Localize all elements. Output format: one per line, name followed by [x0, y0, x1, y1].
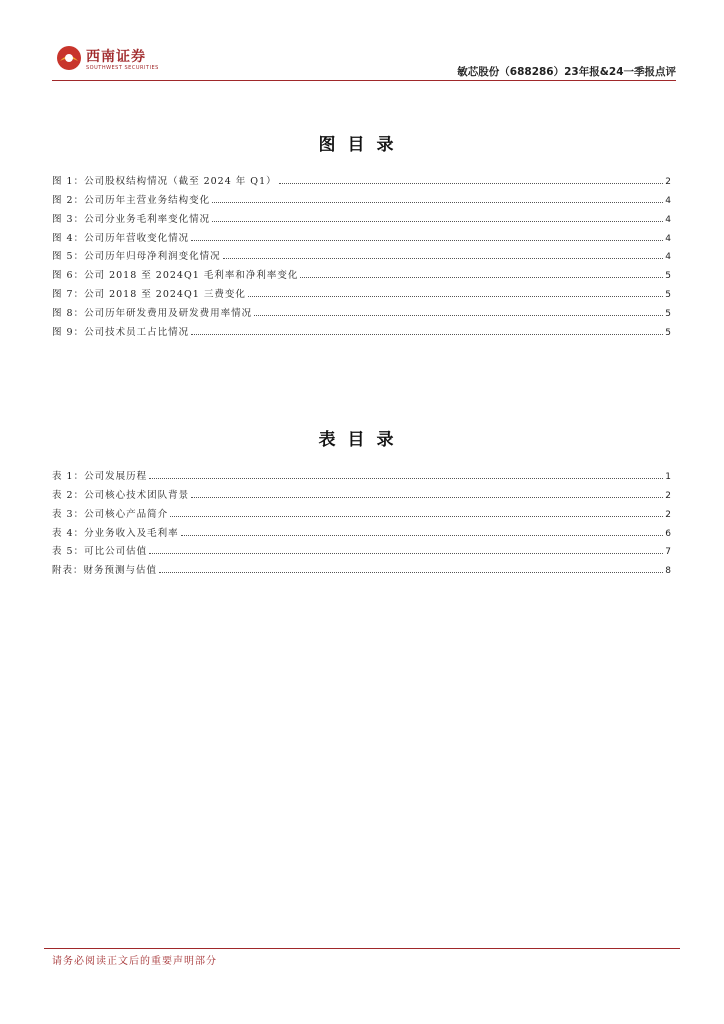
table-index-entry[interactable]	[52, 482, 671, 501]
logo-text-cn: 西南证券	[86, 49, 146, 65]
table-index-entry-page: 1	[665, 471, 671, 482]
table-index-entry-label: 表 4：分业务收入及毛利率	[52, 527, 179, 539]
table-index-entry-label: 表 3：公司核心产品简介	[52, 508, 169, 520]
figure-index-entry-page: 5	[665, 328, 671, 339]
leader-dots	[149, 478, 663, 479]
leader-dots	[191, 497, 663, 498]
table-index-entry-label: 附表：财务预测与估值	[52, 565, 158, 577]
table-index-entry-page: 8	[665, 566, 671, 577]
footer-divider	[44, 948, 680, 949]
figure-index-entry-page: 4	[665, 195, 671, 206]
table-index-entry-page: 2	[665, 490, 671, 501]
figure-index-entry[interactable]	[52, 300, 671, 319]
report-title: 敏芯股份（688286）23年报&24一季报点评	[457, 66, 676, 78]
figure-index-entry-label: 图 9：公司技术员工占比情况	[52, 327, 190, 339]
table-index-title: 表目录	[318, 430, 406, 450]
figure-index-entry[interactable]	[52, 319, 671, 338]
leader-dots	[212, 202, 663, 203]
figure-index-entry[interactable]	[52, 244, 671, 263]
leader-dots	[279, 183, 664, 184]
page-header	[52, 40, 676, 81]
figure-index-entry-label: 图 7：公司 2018 至 2024Q1 三费变化	[52, 289, 246, 301]
table-index-entry[interactable]	[52, 557, 671, 576]
figure-index-list	[52, 168, 671, 338]
table-index-entry-label: 表 5：可比公司估值	[52, 546, 148, 558]
leader-dots	[212, 221, 663, 222]
figure-index-entry[interactable]	[52, 168, 671, 187]
figure-index-entry-label: 图 3：公司分业务毛利率变化情况	[52, 213, 211, 225]
leader-dots	[223, 258, 664, 259]
figure-index-entry[interactable]	[52, 206, 671, 225]
leader-dots	[149, 553, 663, 554]
leader-dots	[248, 296, 663, 297]
figure-index-entry-page: 5	[665, 290, 671, 301]
table-index-entry[interactable]	[52, 539, 671, 558]
figure-index-entry[interactable]	[52, 187, 671, 206]
figure-index-entry[interactable]	[52, 281, 671, 300]
figure-index-entry-label: 图 8：公司历年研发费用及研发费用率情况	[52, 308, 253, 320]
figure-index-entry[interactable]	[52, 225, 671, 244]
leader-dots	[159, 572, 663, 573]
figure-index-title: 图目录	[318, 135, 406, 155]
figure-index-entry-label: 图 1：公司股权结构情况（截至 2024 年 Q1）	[52, 175, 277, 187]
table-index-entry[interactable]	[52, 501, 671, 520]
leader-dots	[181, 535, 664, 536]
table-index-entry-label: 表 1：公司发展历程	[52, 470, 148, 482]
table-index-entry[interactable]	[52, 520, 671, 539]
table-index-entry-page: 6	[665, 528, 671, 539]
figure-index-entry-label: 图 4：公司历年营收变化情况	[52, 232, 190, 244]
table-index-entry[interactable]	[52, 463, 671, 482]
figure-index-entry-label: 图 6：公司 2018 至 2024Q1 毛利率和净利率变化	[52, 270, 299, 282]
company-logo	[56, 43, 176, 77]
logo-text-en: SOUTHWEST SECURITIES	[86, 65, 159, 71]
figure-index-entry-page: 4	[665, 233, 671, 244]
logo-mark-icon	[56, 45, 82, 71]
table-index-entry-page: 7	[665, 547, 671, 558]
table-index-entry-label: 表 2：公司核心技术团队背景	[52, 489, 190, 501]
leader-dots	[170, 516, 663, 517]
figure-index-entry-page: 4	[665, 214, 671, 225]
figure-index-entry-label: 图 2：公司历年主营业务结构变化	[52, 194, 211, 206]
leader-dots	[191, 334, 663, 335]
figure-index-entry-page: 2	[665, 176, 671, 187]
leader-dots	[300, 277, 663, 278]
figure-index-entry[interactable]	[52, 262, 671, 281]
figure-index-entry-page: 5	[665, 309, 671, 320]
table-index-list	[52, 463, 671, 576]
figure-index-entry-page: 4	[665, 252, 671, 263]
leader-dots	[191, 240, 663, 241]
table-index-entry-page: 2	[665, 509, 671, 520]
footer-disclaimer: 请务必阅读正文后的重要声明部分	[52, 956, 217, 967]
leader-dots	[254, 315, 663, 316]
figure-index-entry-label: 图 5：公司历年归母净利润变化情况	[52, 251, 221, 263]
figure-index-entry-page: 5	[665, 271, 671, 282]
